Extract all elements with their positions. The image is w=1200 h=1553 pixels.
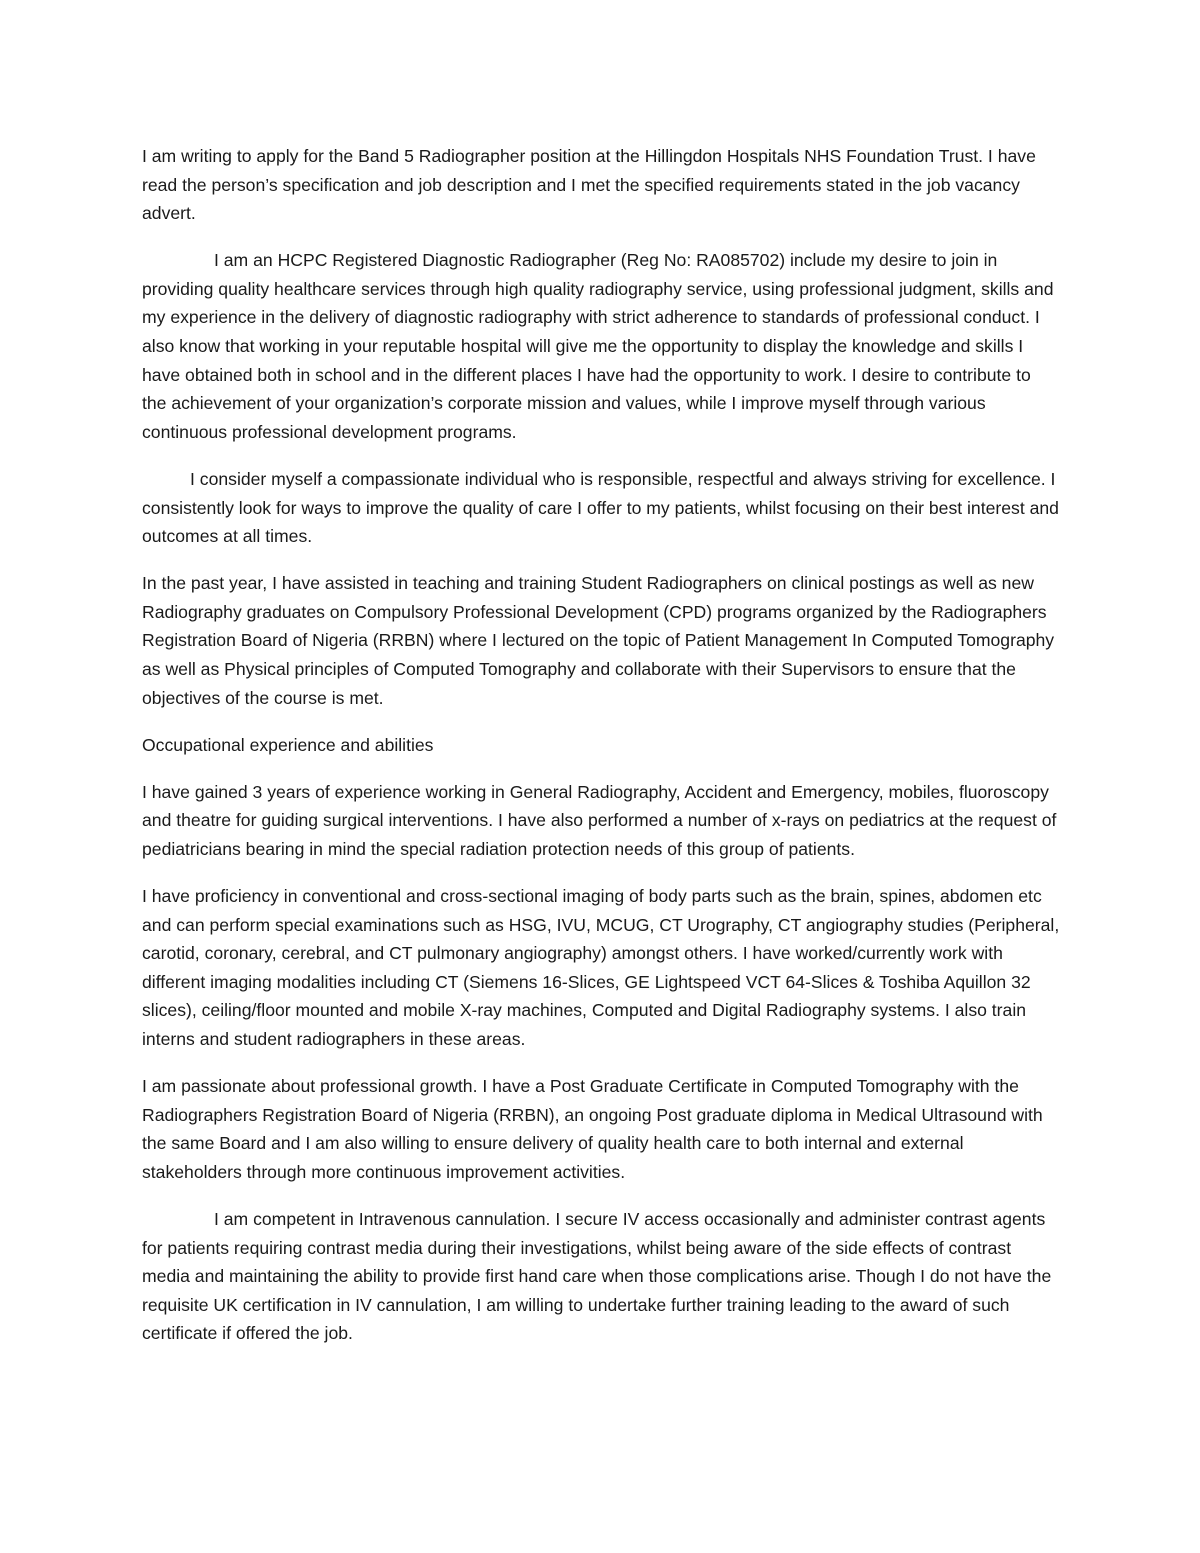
paragraph-application-intro: I am writing to apply for the Band 5 Radiographer position at the Hillingdon Hospitals NHS Foundation Trust. I have read the person’s specification and job description and I met the specified requirements stated in the job vacancy advert.: [142, 146, 1036, 224]
section-heading-occupational-experience: Occupational experience and abilities: [142, 734, 434, 755]
paragraph-imaging-proficiency: I have proficiency in conventional and cross-sectional imaging of body parts such as the brain, spines, abdomen etc and can perform special examinations such as HSG, IVU, MCUG, CT Urography, CT angiography studies (Peripheral, carotid, coronary, cerebral, and CT pulmonary angiography) amongst others. I have worked/currently work with different imaging modalities including CT (Siemens 16-Slices, GE Lightspeed VCT 64-Slices & Toshiba Aquillon 32 slices), ceiling/floor mounted and mobile X-ray machines, Computed and Digital Radiography systems. I also train interns and student radiographers in these areas.: [142, 886, 1060, 1050]
paragraph-iv-cannulation: I am competent in Intravenous cannulation. I secure IV access occasionally and administer contrast agents for patients requiring contrast media during their investigations, whilst being aware of the side effects of contrast media and maintaining the ability to provide first hand care when those complications arise. Though I do not have the requisite UK certification in IV cannulation, I am willing to undertake further training leading to the award of such certificate if offered the job.: [142, 1209, 1052, 1344]
paragraph-general-radiography: I have gained 3 years of experience working in General Radiography, Accident and Emergency, mobiles, fluoroscopy and theatre for guiding surgical interventions. I have also performed a number of x-rays on pediatrics at the request of pediatricians bearing in mind the special radiation protection needs of this group of patients.: [142, 781, 1057, 859]
paragraph-teaching-experience: In the past year, I have assisted in teaching and training Student Radiographers on clinical postings as well as new Radiography graduates on Compulsory Professional Development (CPD) programs organized by the Radiographers Registration Board of Nigeria (RRBN) where I lectured on the topic of Patient Management In Computed Tomography as well as Physical principles of Computed Tomography and collaborate with their Supervisors to ensure that the objectives of the course is met.: [142, 573, 1055, 708]
paragraph-professional-growth: I am passionate about professional growth. I have a Post Graduate Certificate in Computed Tomography with the Radiographers Registration Board of Nigeria (RRBN), an ongoing Post graduate diploma in Medical Ultrasound with the same Board and I am also willing to ensure delivery of quality health care to both internal and external stakeholders through more continuous improvement activities.: [142, 1076, 1043, 1182]
paragraph-personal-qualities: I consider myself a compassionate individual who is responsible, respectful and always striving for excellence. I consistently look for ways to improve the quality of care I offer to my patients, whilst focusing on their best interest and outcomes at all times.: [142, 468, 1059, 547]
document-page: [142, 142, 1060, 1366]
paragraph-hcpc-registration: I am an HCPC Registered Diagnostic Radiographer (Reg No: RA085702) include my desire to join in providing quality healthcare services through high quality radiography service, using professional judgment, skills and my experience in the delivery of diagnostic radiography with strict adherence to standards of professional conduct. I also know that working in your reputable hospital will give me the opportunity to display the knowledge and skills I have obtained both in school and in the different places I have had the opportunity to work. I desire to contribute to the achievement of your organization’s corporate mission and values, while I improve myself through various continuous professional development programs.: [142, 250, 1054, 442]
